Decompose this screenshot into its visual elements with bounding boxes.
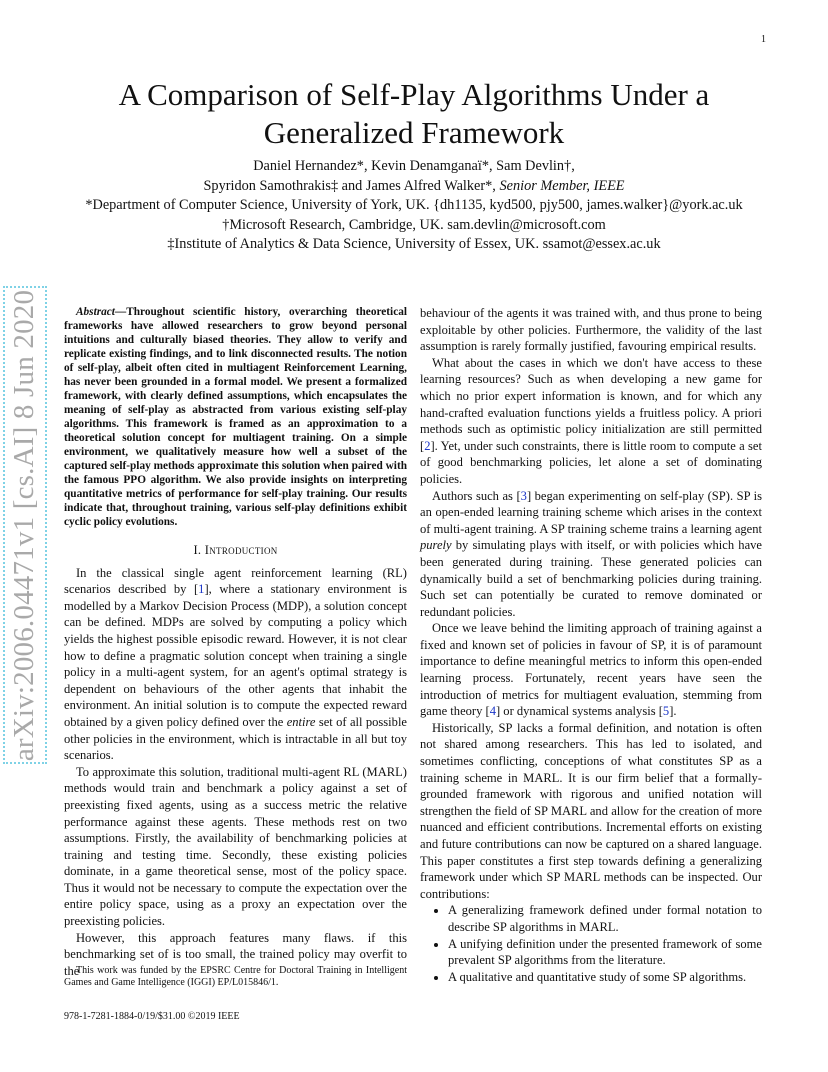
page-number: 1: [761, 34, 766, 45]
text-run: . Yet, under such constraints, there is little room to compute a set of good benchmarking policies, let alone a set of dominating policies.: [420, 438, 762, 486]
author-line-2: [60, 177, 768, 197]
affiliation-essex: ‡Institute of Analytics & Data Science, University of Essex, UK. ssamot@essex.ac.uk: [167, 236, 661, 252]
text-run: .: [673, 704, 677, 719]
section-heading-introduction: [64, 542, 407, 559]
text-run: , where a stationary environment is modelled by a Markov Decision Process (MDP), a solution concept can be defined. MDPs are solved by computing a policy which yields the highest possible episodic reward. However, it is not clear how to define a pragmatic solution concept when training a single policy in a multi-agent system, for an agent's optimal strategy is dependent on behaviours of the other agents that inhabit the environment. An initial solution is to compute the expected reward obtained by a given policy defined over the: [64, 582, 407, 729]
paragraph-historically: Historically, SP lacks a formal definition, and notation is often not shared among researchers. This has led to isolated, and sometimes conflicting, conceptions of what constitutes SP as a training scheme in MARL. It is our firm belief that a formally-grounded framework with rigorous and unified notation will strengthen the field of SP MARL and allow for the creation of more nuanced and efficient contributions. Incremental efforts on existing and future contributions can now be captured on a shared language. This paper constitutes a first step towards defining a generalizing framework under which SP MARL methods can be inspected. Our contributions:: [420, 720, 762, 901]
text-run: What about the cases in which we don't have access to these learning resources? Such as when developing a new game for which no prior expert information is known, and for which any hand-crafted evaluation functions yields a fruitless policy. A priori methods such as optimistic policy initialization are still permitted: [420, 355, 762, 437]
list-item: • A unifying definition under the presented framework of some prevalent SP algorithms from the literature.: [448, 936, 762, 969]
list-item: • A generalizing framework defined under formal notation to describe SP algorithms in MARL.: [448, 902, 762, 935]
arxiv-stamp: [3, 286, 47, 764]
citation-link[interactable]: [ 1 ]: [194, 582, 209, 596]
citation-link[interactable]: [ 4 ]: [486, 704, 501, 718]
section-title: Introduction: [204, 543, 278, 557]
text-run: by simulating plays with itself, or with policies which have been generated during training. These generated policies can dynamically build a set of benchmarking policies during training. Such set can potentially be curated to remove dominated or redundant policies.: [420, 538, 762, 619]
author-names-2: Spyridon Samothrakis‡ and James Alfred Walker*,: [203, 177, 500, 194]
text-run: Authors such as: [432, 488, 517, 503]
author-block: [60, 157, 768, 255]
paper-title: A Comparison of Self-Play Algorithms Under a Generalized Framework: [118, 77, 710, 150]
emphasis: purely: [420, 538, 452, 553]
abstract: [64, 305, 407, 529]
paragraph-metrics: [420, 620, 762, 720]
right-column: [420, 305, 762, 985]
contributions-list: [420, 902, 762, 985]
abstract-text: —Throughout scientific history, overarching theoretical frameworks have allowed researchers to grow beyond personal intuitions and culturally biased theories. They allow to verify and replicate existing findings, and to link disconnected results. The notion of self-play, albeit often cited in multiagent Reinforcement Learning, has never been grounded in a formal model. We present a formalized framework, with clearly defined assumptions, which encapsulates the meaning of self-play as abstracted from various existing self-play algorithms. This framework is framed as an approximation to a theoretical solution concept for multiagent training. On a simple environment, we qualitatively measure how well a subset of the captured self-play methods approximate this solution when paired with the famous PPO algorithm. We also provide insights on interpreting quantitative metrics of performance for self-play training. Our results indicate that, throughout training, various self-play definitions exhibit cyclic policy evolutions.: [64, 306, 407, 528]
copyright-line: 978-1-7281-1884-0/19/$31.00 ©2019 IEEE: [64, 1011, 240, 1022]
text-run: Once we leave behind the limiting approach of training against a fixed and known set of policies in favour of SP, it is of paramount importance to define meaningful metrics to inform this open-ended learning process. Fortunately, recent years have seen the introduction of metrics for multiagent evaluation, stemming from game theory: [420, 621, 762, 719]
abstract-label: Abstract: [76, 306, 115, 318]
citation-link[interactable]: [ 5 ]: [659, 704, 674, 718]
left-column: [64, 305, 407, 979]
list-item: • A qualitative and quantitative study of some SP algorithms.: [448, 969, 762, 986]
intro-paragraph-1: [64, 565, 407, 764]
text-run: began experimenting on self-play (SP). SP is an open-ended learning training scheme which arises in the context of multi-agent training. A SP training scheme trains a learning agent: [420, 488, 762, 536]
emphasis: entire: [286, 714, 316, 729]
funding-footnote: [64, 965, 407, 990]
citation-link[interactable]: [ 3 ]: [516, 489, 531, 503]
paragraph-continued: behaviour of the agents it was trained with, and thus prone to being exploitable by other policies. Furthermore, the validity of the last assumption is rarely formally justified, favouring empirical results.: [420, 306, 762, 354]
intro-paragraph-3: However, this approach features many flaws. if this benchmarking set of is too small, the trained policy may overfit to the: [64, 930, 407, 978]
footnote-text: This work was funded by the EPSRC Centre for Doctoral Training in Intelligent Games and Game Intelligence (IGGI) EP/L015846/1.: [64, 965, 407, 989]
citation-link[interactable]: [ 2 ]: [420, 439, 435, 453]
paragraph-learning-resources: [420, 355, 762, 488]
text-run: set of all possible other policies in the environment, which is intractable in all but toy scenarios.: [64, 714, 407, 763]
text-run: or dynamical systems analysis: [500, 704, 659, 719]
arxiv-stamp-text: arXiv:2006.04471v1 [cs.AI] 8 Jun 2020: [8, 289, 41, 761]
text-run: In the classical single agent reinforcement learning (RL) scenarios described by: [64, 565, 407, 597]
affiliation-microsoft: †Microsoft Research, Cambridge, UK. sam.devlin@microsoft.com: [222, 216, 606, 233]
affiliation-york: *Department of Computer Science, University of York, UK. {dh1135, kyd500, pjy500, james.walker}@york.ac.uk: [85, 197, 743, 213]
paragraph-self-play: [420, 488, 762, 621]
intro-paragraph-2: To approximate this solution, traditional multi-agent RL (MARL) methods would train and benchmark a policy against a set of preexisting fixed agents, using as a success metric the relative performance against these agents. These methods rest on two assumptions. Firstly, the availability of benchmarking policies at training and testing time. Secondly, these existing policies dominate, in a game theoretical sense, most of the policy space. Thus it would not be necessary to compute the expectation over the entire policy space, using as a proxy an expectation over the preexisting policies.: [64, 764, 407, 929]
author-line-1: Daniel Hernandez*, Kevin Denamganaï*, Sam Devlin†,: [253, 158, 575, 174]
author-role: Senior Member, IEEE: [499, 177, 625, 194]
section-number: I.: [193, 543, 205, 557]
